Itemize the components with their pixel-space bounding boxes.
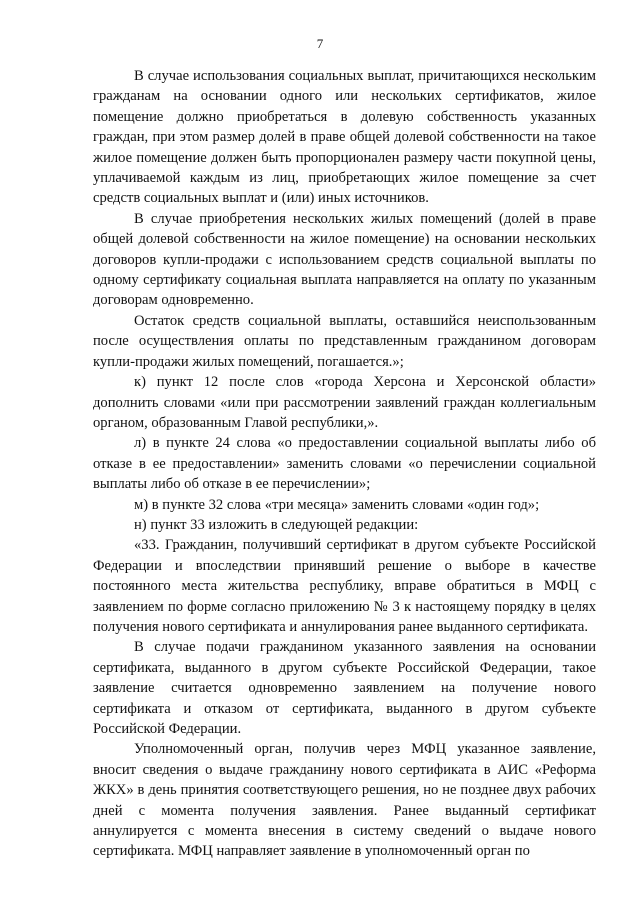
- paragraph-item-n: н) пункт 33 изложить в следующей редакции:: [134, 516, 419, 533]
- paragraph-authorized-body: Уполномоченный орган, получив через МФЦ указанное заявление, вносит сведения о выдаче гражданину нового сертификата в АИС «Реформа ЖКХ» в день принятия соответствующего решения, но не позднее двух рабочих дней с момента получения заявления. Ранее выданный сертификат аннулируется с момента внесения в систему сведений о выдаче нового сертификата. МФЦ направляет заявление в уполномоченный орган по: [93, 741, 596, 860]
- paragraph-remaining-funds: Остаток средств социальной выплаты, оставшийся неиспользованным после осуществления оплаты по представленным гражданином договорам купли-продажи жилых помещений, погашается.»;: [93, 312, 596, 370]
- paragraph-item-m: м) в пункте 32 слова «три месяца» заменить словами «один год»;: [134, 496, 540, 513]
- paragraph-application-submission: В случае подачи гражданином указанного заявления на основании сертификата, выданного в другом субъекте Российской Федерации, такое заявление считается одновременно заявлением на получение нового сертификата и отказом от сертификата, выданного в другом субъекте Российской Федерации.: [93, 639, 596, 737]
- document-body: [93, 66, 596, 862]
- paragraph-clause-33: «33. Гражданин, получивший сертификат в другом субъекте Российской Федерации и впоследствии принявший решение о выборе в качестве постоянного места жительства республику, вправе обратиться в МФЦ с заявлением по форме согласно приложению № 3 к настоящему порядку в целях получения нового сертификата и аннулирования ранее выданного сертификата.: [93, 537, 596, 635]
- page-number: 7: [316, 36, 324, 51]
- paragraph-social-payments-shared: В случае использования социальных выплат, причитающихся нескольким гражданам на основании одного или нескольких сертификатов, жилое помещение должно приобретаться в долевую собственность указанных граждан, при этом размер долей в праве общей долевой собственности на такое жилое помещение должен быть пропорционален размеру части покупной цены, уплачиваемой каждым из лиц, приобретающих жилое помещение за счет средств социальных выплат и (или) иных источников.: [93, 68, 596, 207]
- paragraph-item-k: к) пункт 12 после слов «города Херсона и Херсонской области» дополнить словами «или при рассмотрении заявлений граждан коллегиальным органом, образованным Главой республики,».: [93, 374, 596, 431]
- paragraph-multiple-premises: В случае приобретения нескольких жилых помещений (долей в праве общей долевой собственности на жилое помещение) на основании нескольких договоров купли-продажи с использованием средств социальной выплаты по одному сертификату социальная выплата направляется на оплату по указанным договорам одновременно.: [93, 210, 596, 309]
- paragraph-item-l: л) в пункте 24 слова «о предоставлении социальной выплаты либо об отказе в ее предоставлении» заменить словами «о перечислении социальной выплаты либо об отказе в ее перечислении»;: [93, 435, 596, 493]
